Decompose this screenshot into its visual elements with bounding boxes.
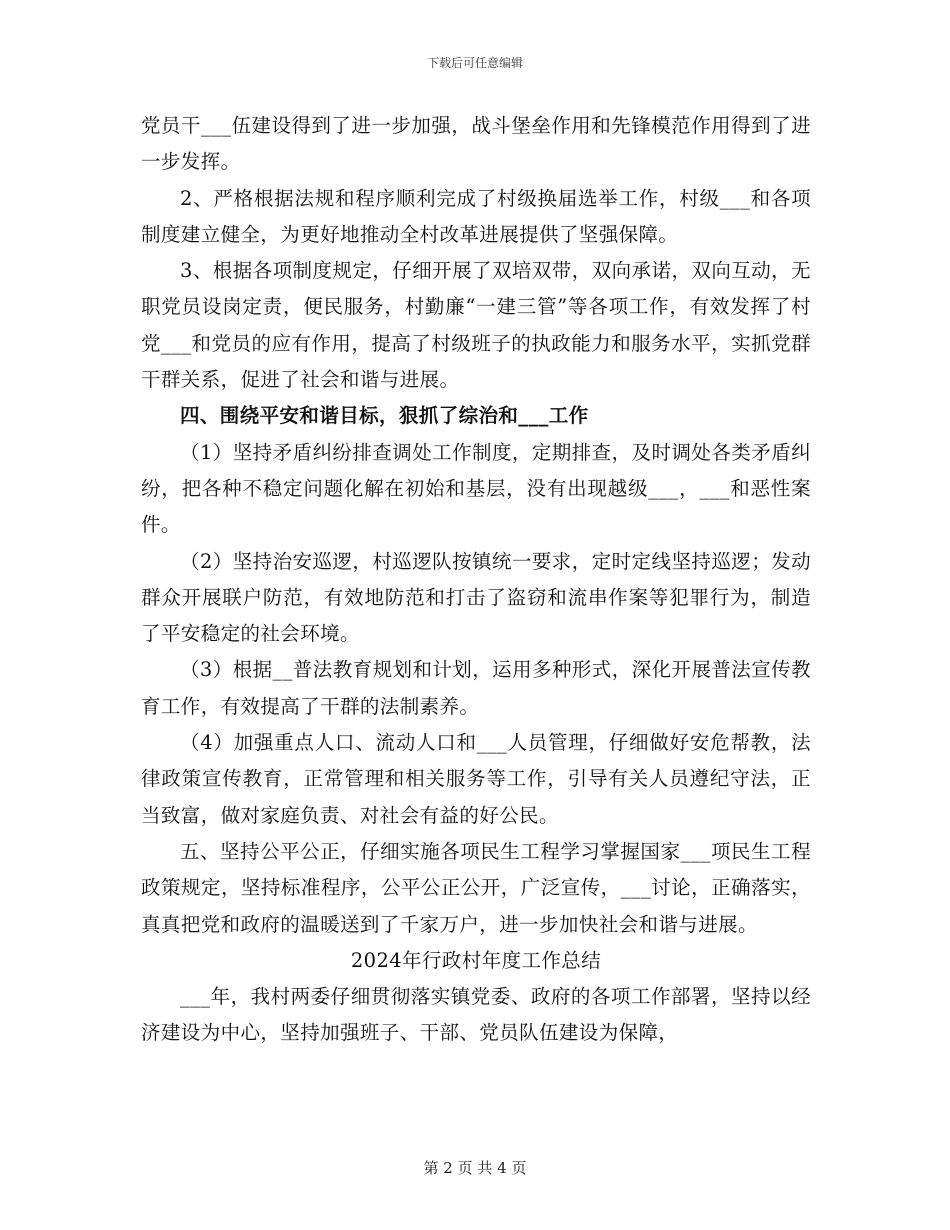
- paragraph-section-5: 五、坚持公平公正，仔细实施各项民生工程学习掌握国家___项民生工程政策规定，坚持标准程序，公平公正公开，广泛宣传，___讨论，正确落实，真真把党和政府的温暖送到了千家万户，进一步加快社会和谐与进展。: [141, 839, 811, 936]
- document-body: [141, 108, 811, 1052]
- paragraph-1: 党员干___伍建设得到了进一步加强，战斗堡垒作用和先锋模范作用得到了进一步发挥。: [141, 114, 811, 174]
- paragraph-item-2: （2）坚持治安巡逻，村巡逻队按镇统一要求，定时定线坚持巡逻；发动群众开展联户防范，有效地防范和打击了盗窃和流串作案等犯罪行为，制造了平安稳定的社会环境。: [141, 549, 811, 646]
- paragraph-item-1: （1）坚持矛盾纠纷排查调处工作制度，定期排查，及时调处各类矛盾纠纷，把各种不稳定问题化解在初始和基层，没有出现越级___，___和恶性案件。: [141, 440, 811, 537]
- paragraph-2: 2、严格根据法规和程序顺利完成了村级换届选举工作，村级___和各项制度建立健全，为更好地推动全村改革进展提供了坚强保障。: [141, 186, 811, 246]
- document-title: 2024年行政村年度工作总结: [350, 948, 602, 972]
- page-number: 第 2 页 共 4 页: [423, 1159, 527, 1177]
- section-heading-4: 四、围绕平安和谐目标，狠抓了综治和___工作: [180, 404, 589, 428]
- paragraph-item-4: （4）加强重点人口、流动人口和___人员管理，仔细做好安危帮教，法律政策宣传教育，正常管理和相关服务等工作，引导有关人员遵纪守法，正当致富，做对家庭负责、对社会有益的好公民。: [141, 731, 811, 827]
- paragraph-3: 3、根据各项制度规定，仔细开展了双培双带，双向承诺，双向互动，无职党员设岗定责，便民服务，村勤廉“一建三管”等各项工作，有效发挥了村党___和党员的应有作用，提高了村级班子的执政能力和服务水平，实抓党群干群关系，促进了社会和谐与进展。: [141, 259, 811, 392]
- page-header-note: 下载后可任意编辑: [426, 56, 523, 70]
- paragraph-item-3: （3）根据__普法教育规划和计划，运用多种形式，深化开展普法宣传教育工作，有效提高了干群的法制素养。: [141, 658, 811, 718]
- paragraph-summary-intro: ___年，我村两委仔细贯彻落实镇党委、政府的各项工作部署，坚持以经济建设为中心，坚持加强班子、干部、党员队伍建设为保障，: [141, 985, 811, 1045]
